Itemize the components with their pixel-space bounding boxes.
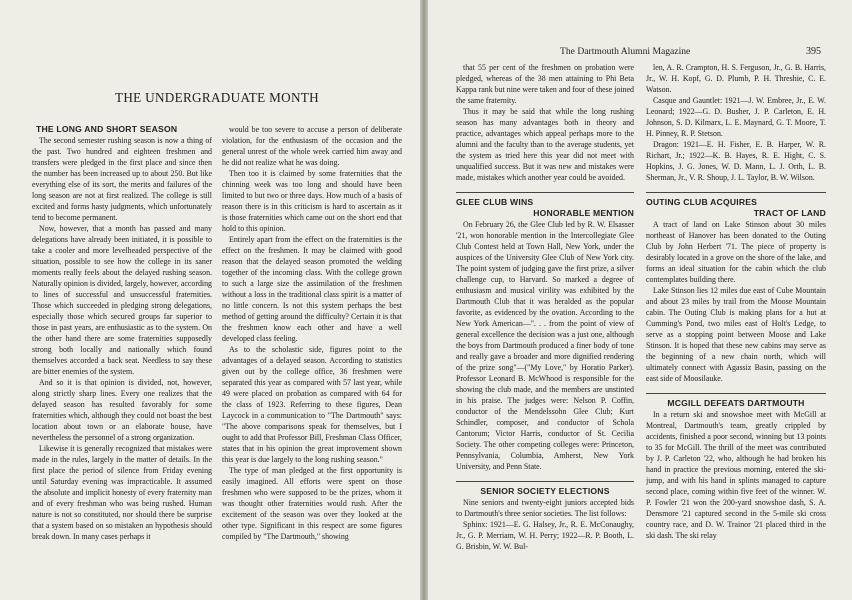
- left-column-2: [222, 124, 402, 594]
- running-head: The Dartmouth Alumni Magazine: [560, 46, 691, 57]
- paragraph: Entirely apart from the effect on the fraternities is the effect on the freshmen. It may be claimed with good reason that the delayed season promoted the welding together of the incoming class. With the college grown to such a large size the assimilation of the freshmen without a loss in the traditional class spirit is a matter of no little concern. Is not this system perhaps the best method of getting around the difficulty? Certain it is that the freshmen know each other and have a well developed class feeling.: [222, 235, 402, 343]
- paragraph: In a return ski and snowshoe meet with McGill at Montreal, Dartmouth's team, greatly crippled by accidents, finished a poor second, winning but 13 points to 35 for McGill. The thrill of the meet was contributed by J. P. Carleton '22, who, although he had broken his hand in practice the previous morning, entered the ski-jump, and with his hand in splints managed to capture second place, coming within five feet of the winner. W. P. Fowler '21 won the 200-yard snowshoe dash, S. A. Densmore '21 captured second in the 5-mile ski cross country race, and D. W. Trainor '21 placed third in the ski dash. The ski relay: [646, 410, 826, 540]
- glee-heading-2: HONORABLE MENTION: [533, 208, 634, 218]
- paragraph: Then too it is claimed by some fraternities that the chinning week was too long and should have been limited to but two or three days. How much of a basis of reason there is in this criticism is hard to ascertain as it is those fraternities which came out on the short end that hold to this opinion.: [222, 169, 402, 233]
- paragraph: Dragon: 1921—E. H. Fisher, E. B. Harper, W. R. Richart, Jr.; 1922—K. B. Hayes, R. E. Hight, C. S. Hopkins, J. G. Jones, W. D. Mann, L. J. Orth, L. B. Sherman, Jr., V. R. Shoup, J. L. Taylor, B. W. Wilson.: [646, 140, 826, 182]
- paragraph: On February 26, the Glee Club led by R. W. Elsasser '21, won honorable mention in the Intercollegiate Glee Club Contest held at Town Hall, New York, under the auspices of the University Glee Club of New York city. The point system of judging gave the first prize, a silver challenge cup, to Harvard. So marked a degree of enthusiasm and musical virility was exhibited by the Dartmouth Club that it was heralded as the popular favorite, as evidenced by the ovation. According to the New York American—". . . from the point of view of general excellence the decision was a just one, although the boys from Dartmouth produced a finer body of tone and really gave a broader and more dignified rendering of the prize song"—("My Love," by Horatio Parker). Professor Leonard B. McWhood is responsible for the showing the club made, and the members are unstinted in his praise. The judges were: Nelson P. Coffin, conductor of the Mendelssohn Glee Club; Kurt Schindler, composer, and conductor of Schola Cantorum; Victor Harris, conductor of St. Cecilia Society. The other competing colleges were: Princeton, Pennsylvania, Columbia, Amherst, New York University, and Penn State.: [456, 220, 634, 471]
- paragraph: And so it is that opinion is divided, not, however, along strictly sharp lines. Every one realizes that the delayed season has resulted favorably for some fraternities which, although they could not boast the best location about town or an elaborate house, have nevertheless the personnel of a strong organization.: [32, 378, 212, 442]
- paragraph: Nine seniors and twenty-eight juniors accepted bids to Dartmouth's three senior societies. The list follows:: [456, 498, 634, 518]
- page-title: THE UNDERGRADUATE MONTH: [115, 90, 319, 105]
- paragraph: Casque and Gauntlet: 1921—J. W. Embree, Jr., E. W. Leonard; 1922—G. D. Busher, J. P. Carleton, E. H. Johnson, S. D. Kilmarx, L. E. Maynard, G. T. Moore, T. H. Pinney, R. P. Stetson.: [646, 96, 826, 138]
- paragraph: As to the scholastic side, figures point to the advantages of a delayed season. According to statistics given out by the college office, 36 freshmen were separated this year as compared with 57 last year, while 49 were placed on probation as compared with 64 for the class of 1923. Referring to these figures, Dean Laycock in a communication to "The Dartmouth" says: "The above comparisons speak for themselves, but I ought to add that Professor Bill, Freshman Class Officer, states that in his opinion the great improvement shown this year is due largely to the long rushing season.": [222, 345, 402, 464]
- left-column-1: [32, 124, 212, 594]
- paragraph: that 55 per cent of the freshmen on probation were pledged, whereas of the 38 men attaining to Phi Beta Kappa rank but nine were taken and four of these joined the same fraternity.: [456, 63, 634, 105]
- right-column-2: [646, 62, 826, 596]
- left-page: [0, 0, 420, 600]
- senior-heading: SENIOR SOCIETY ELECTIONS: [480, 486, 610, 496]
- paragraph: Lake Stinson lies 12 miles due east of Cube Mountain and about 23 miles by trail from the Moose Mountain cabin. The Outing Club is making plans for a hut at Cumming's Pond, two miles east of Holt's Ledge, to serve as a stopping point between Moose and Lake Stinson. It is hoped that these new cabins may serve as the beginning of a new chain north, which will ultimately connect with Agassiz Basin, passing on the east side of Moosilauke.: [646, 286, 826, 383]
- outing-club-section: [646, 192, 826, 384]
- glee-club-section: [456, 192, 634, 472]
- paragraph: Thus it may be said that while the long rushing season has many advantages both in theory and practice, advantages which appeal perhaps more to the alumni and the faculty than to the average students, yet the system as tried here this year did not meet with unqualified success. But it was new and mistakes were made, mistakes which another year could be avoided.: [456, 107, 634, 182]
- paragraph: would be too severe to accuse a person of deliberate violation, for the enthusiasm of the occasion and the general unrest of the whole week carried him away and he did not realize what he was doing.: [222, 125, 402, 167]
- mcgill-section: [646, 393, 826, 541]
- paragraph: The second semester rushing season is now a thing of the past. Two hundred and eighteen freshmen and transfers were pledged in the first place and since then the number has been increased up to about 250. But like everything else of its sort, the merits and failures of the long season are not at first realized. The college is still excited and forms hasty judgments, which unfortunately tend to become permanent.: [32, 136, 212, 222]
- page-number: 395: [806, 46, 821, 57]
- paragraph: Now, however, that a month has passed and many delegations have already been initiated, it is possible to take a cooler and more levelheaded perspective of the situation, possible to see how the college in its saner moments really feels about the delayed rushing season. Naturally opinion is divided, largely, however, according to lines of successful and unsuccessful fraternities. Those which succeeded in pledging strong delegations, especially those which secured groups far superior to those in past years, are enthusiastic as to the system. On the other hand there are some fraternities supposedly strong both locally and nationally which found themselves accorded a back seat. Needless to say these are bitter enemies of the system.: [32, 224, 212, 376]
- senior-society-section: [456, 481, 634, 552]
- paragraph: A tract of land on Lake Stinson about 30 miles northeast of Hanover has been donated to the Outing Club by John Herbert '71. The piece of property is desirably located in a grove on the shore of the lake, and forms an ideal situation for the cabin which the club contemplates building there.: [646, 220, 826, 284]
- paragraph: Sphinx: 1921—E. G. Halsey, Jr., R. E. McConaughy, Jr., G. P. Merriam, W. H. Perry; 1922—R. P. Booth, L. G. Brisbin, W. W. Bul-: [456, 520, 634, 551]
- paragraph: The type of man pledged at the first opportunity is easily imagined. All efforts were spent on those freshmen who were supposed to be the prizes, whom it was thought other fraternities would rush. After the excitement of the season was over they looked at the other type. Significant in this respect are some figures compiled by "The Dartmouth," showing: [222, 466, 402, 541]
- outing-heading-2: TRACT OF LAND: [753, 208, 826, 218]
- glee-heading-1: GLEE CLUB WINS: [456, 197, 534, 207]
- mcgill-heading: MCGILL DEFEATS DARTMOUTH: [667, 398, 805, 408]
- paragraph: Likewise it is generally recognized that mistakes were made in the rules, largely in the matter of details. In the first place the period of silence from Friday evening until Saturday evening was impracticable. It assumed the absolute and implicit honesty of every fraternity man and of every freshman who was being rushed. Human nature is not so constituted, nor should there be surprise that a system based on so mistaken an hypothesis should break down. In many cases perhaps it: [32, 444, 212, 541]
- rushing-heading: THE LONG AND SHORT SEASON: [36, 124, 178, 134]
- right-column-1: [456, 62, 634, 596]
- outing-heading-1: OUTING CLUB ACQUIRES: [646, 197, 758, 207]
- book-gutter: [420, 0, 428, 600]
- paragraph: len, A. R. Crampton, H. S. Ferguson, Jr., G. B. Harris, Jr., W. H. Kopf, G. D. Plumb, P. H. Threshie, C. E. Watson.: [646, 63, 826, 94]
